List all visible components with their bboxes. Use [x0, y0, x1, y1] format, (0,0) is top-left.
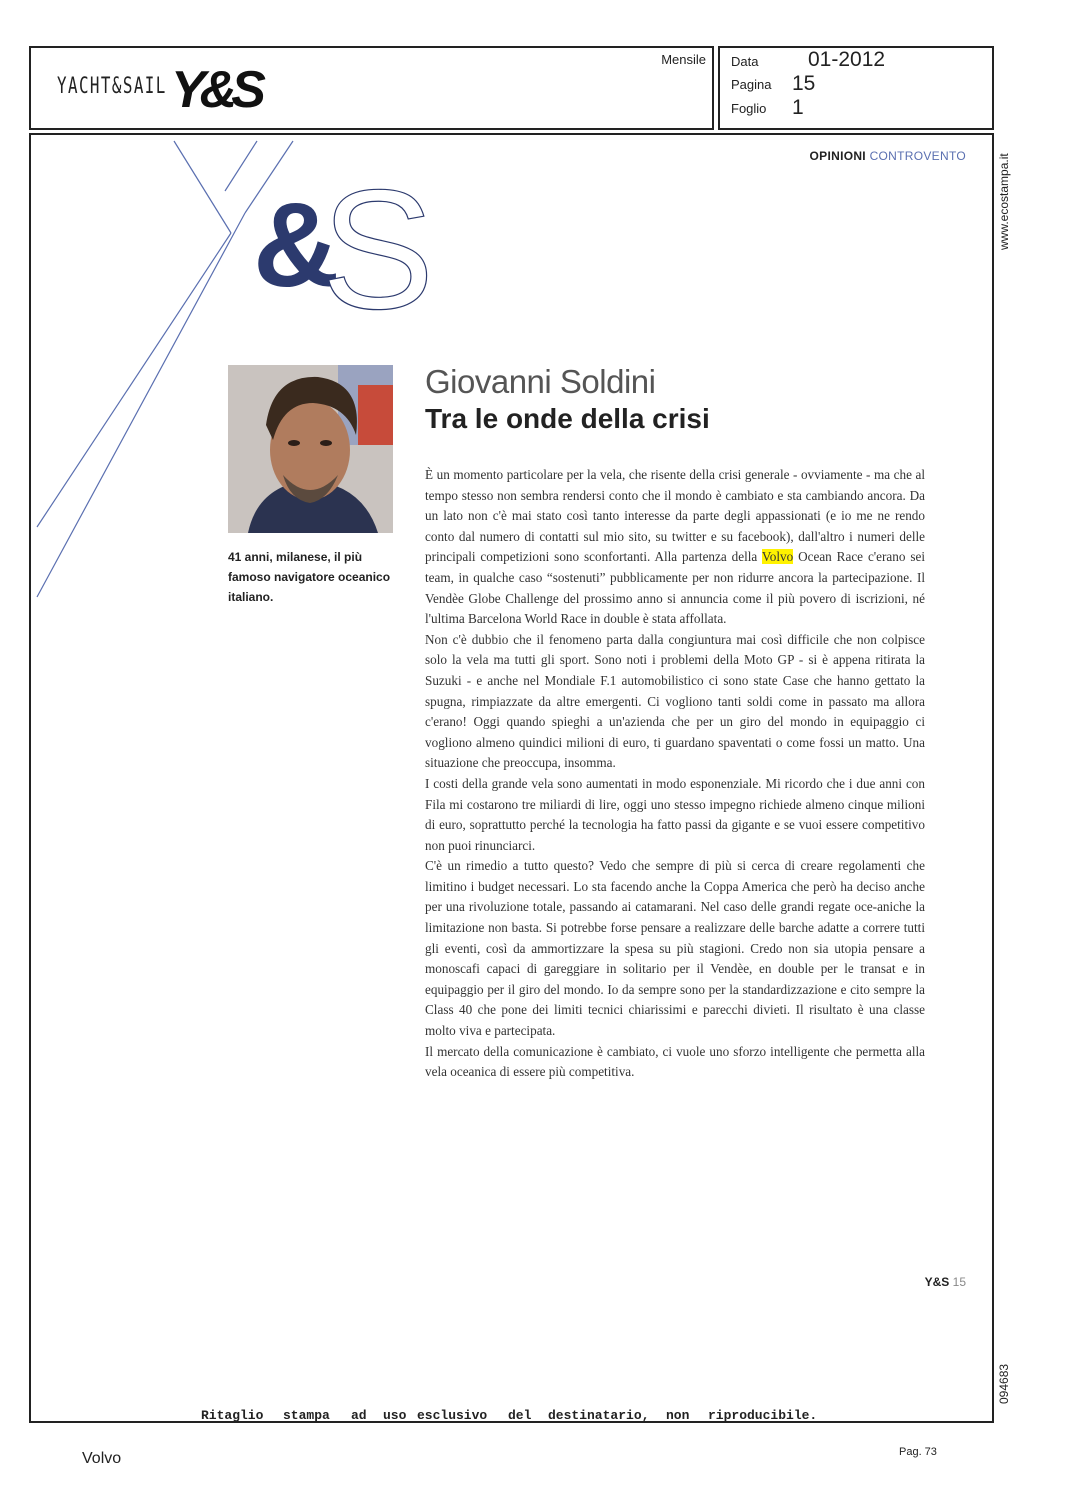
- author-name: Giovanni Soldini: [425, 363, 656, 400]
- clipping-keyword: Volvo: [82, 1450, 122, 1467]
- disclaimer-word: destinatario,: [548, 1408, 650, 1423]
- ys-logo-ampersand: &: [253, 178, 340, 312]
- clipping-code: 094683: [997, 1363, 1011, 1404]
- brand-logo: Y&S: [171, 61, 260, 119]
- ys-logo-s: S: [321, 155, 435, 345]
- disclaimer-word: esclusivo: [417, 1408, 488, 1423]
- ecostampa-url: www.ecostampa.it: [997, 153, 1011, 250]
- footer-page-number: 15: [952, 1275, 966, 1289]
- paragraph-text: È un momento particolare per la vela, che risente della crisi generale - ovviamente - ma che al tempo stesso non sembra rendersi conto che il mondo è cambiato e sta cambiando ancora. Da un lato non c'è mai stato così tanto interesse da parte degli appassionati (e io me ne rendo conto dal numero di contatti sul mio sito, su twitter e su facebook), dall'altro i numeri delle principali competizioni sono sconfortanti. Alla partenza della: [425, 467, 925, 565]
- page-footer-tag: [925, 1275, 966, 1289]
- photo-caption: 41 anni, milanese, il più famoso navigatore oceanico italiano.: [228, 550, 391, 604]
- disclaimer-word: stampa: [283, 1408, 330, 1423]
- paragraph: C'è un rimedio a tutto questo? Vedo che sempre di più si cerca di creare regolamenti che limitino i budget necessari. Lo sta facendo anche la Coppa America che però ha deciso anche per una rivoluzione totale, passando ai catamarani. Nel caso delle grandi regate oce-aniche la limitazione non basta. Si potrebbe forse pensare a realizzare delle barche adatte a correre tutti gli eventi, così da ammortizzare la spesa su più stagioni. Credo non sia utopia pensare a monoscafi capaci di gareggiare in solitario per il Vendèe, en double per le transat e in equipaggio per il giro del mondo. Io da sempre sono per la standardizzazione e cito sempre la Class 40 che pone dei limiti tecnici chiarissimi e parecchi divieti. Il risultato è una classe molto viva e partecipata.: [425, 858, 925, 1039]
- section-primary: OPINIONI: [809, 149, 866, 163]
- disclaimer-word: non: [666, 1408, 690, 1423]
- disclaimer-word: Ritaglio: [201, 1408, 264, 1423]
- disclaimer-word: uso: [383, 1408, 407, 1423]
- footer-brand: Y&S: [924, 1275, 950, 1289]
- paragraph: [425, 465, 925, 630]
- meta-label-foglio: Foglio: [731, 101, 767, 116]
- paragraph-text: Ocean Race c'erano sei team, in qualche caso “sostenuti” pubblicamente per non ridurre ancora la partecipazione. Il Vendèe Globe Challenge del prossimo anno si annuncia come il più povero di iscrizioni, né l'ultima Barcelona World Race in double è stata affollata.: [425, 549, 926, 627]
- header-masthead: [29, 46, 714, 130]
- article-body: [425, 465, 925, 1083]
- paragraph: Non c'è dubbio che il fenomeno parta dalla congiuntura mai così difficile che non colpisce solo la vela ma tutti gli sport. Sono noti i problemi della Moto GP - si è appena ritirata la Suzuki - e anche nel Mondiale F.1 automobilistico ci sono state Case che hanno gettato la spugna, rimpiazzate da altre emergenti. Ci vogliono tanti soldi come in passato ma allora c'erano! Oggi quando spieghi a un'azienda che per un giro del mondo in equipaggio ci vogliono almeno quindici milioni di euro, ti guardano spaventati o come fossi un matto. Una situazione che preoccupa, insomma.: [425, 631, 925, 771]
- disclaimer-word: ad: [351, 1408, 367, 1423]
- author-photo: [228, 365, 393, 533]
- paragraph: I costi della grande vela sono aumentati in modo esponenziale. Mi ricordo che i due anni con Fila mi costarono tre miliardi di lire, oggi uno stesso impegno richiede almeno cinque milioni di euro, soprattutto perché la tecnologia ha fatto passi da gigante e se vuoi essere competitivo non puoi rinunciarci.: [425, 775, 925, 853]
- header-meta-box: [718, 46, 994, 130]
- meta-value-pagina: 15: [792, 72, 816, 95]
- meta-value-data: 01-2012: [808, 48, 886, 71]
- meta-value-foglio: 1: [792, 96, 804, 119]
- article-title: Tra le onde della crisi: [425, 403, 710, 434]
- clipping-page-number: Pag. 73: [899, 1446, 937, 1458]
- highlight-volvo: Volvo: [761, 549, 794, 565]
- disclaimer-word: riproducibile.: [708, 1408, 818, 1423]
- section-tag: [810, 149, 966, 163]
- paragraph: Il mercato della comunicazione è cambiato, ci vuole uno sforzo intelligente che permetta alla vela oceanica di essere più competitiva.: [425, 1043, 925, 1080]
- section-secondary: CONTROVENTO: [869, 149, 966, 163]
- periodicity-label: Mensile: [661, 52, 706, 67]
- meta-label-data: Data: [731, 54, 759, 69]
- article-frame: [29, 133, 994, 1423]
- meta-label-pagina: Pagina: [731, 77, 772, 92]
- brand-wordmark: YACHT&SAIL: [57, 74, 167, 99]
- disclaimer-word: del: [508, 1408, 532, 1423]
